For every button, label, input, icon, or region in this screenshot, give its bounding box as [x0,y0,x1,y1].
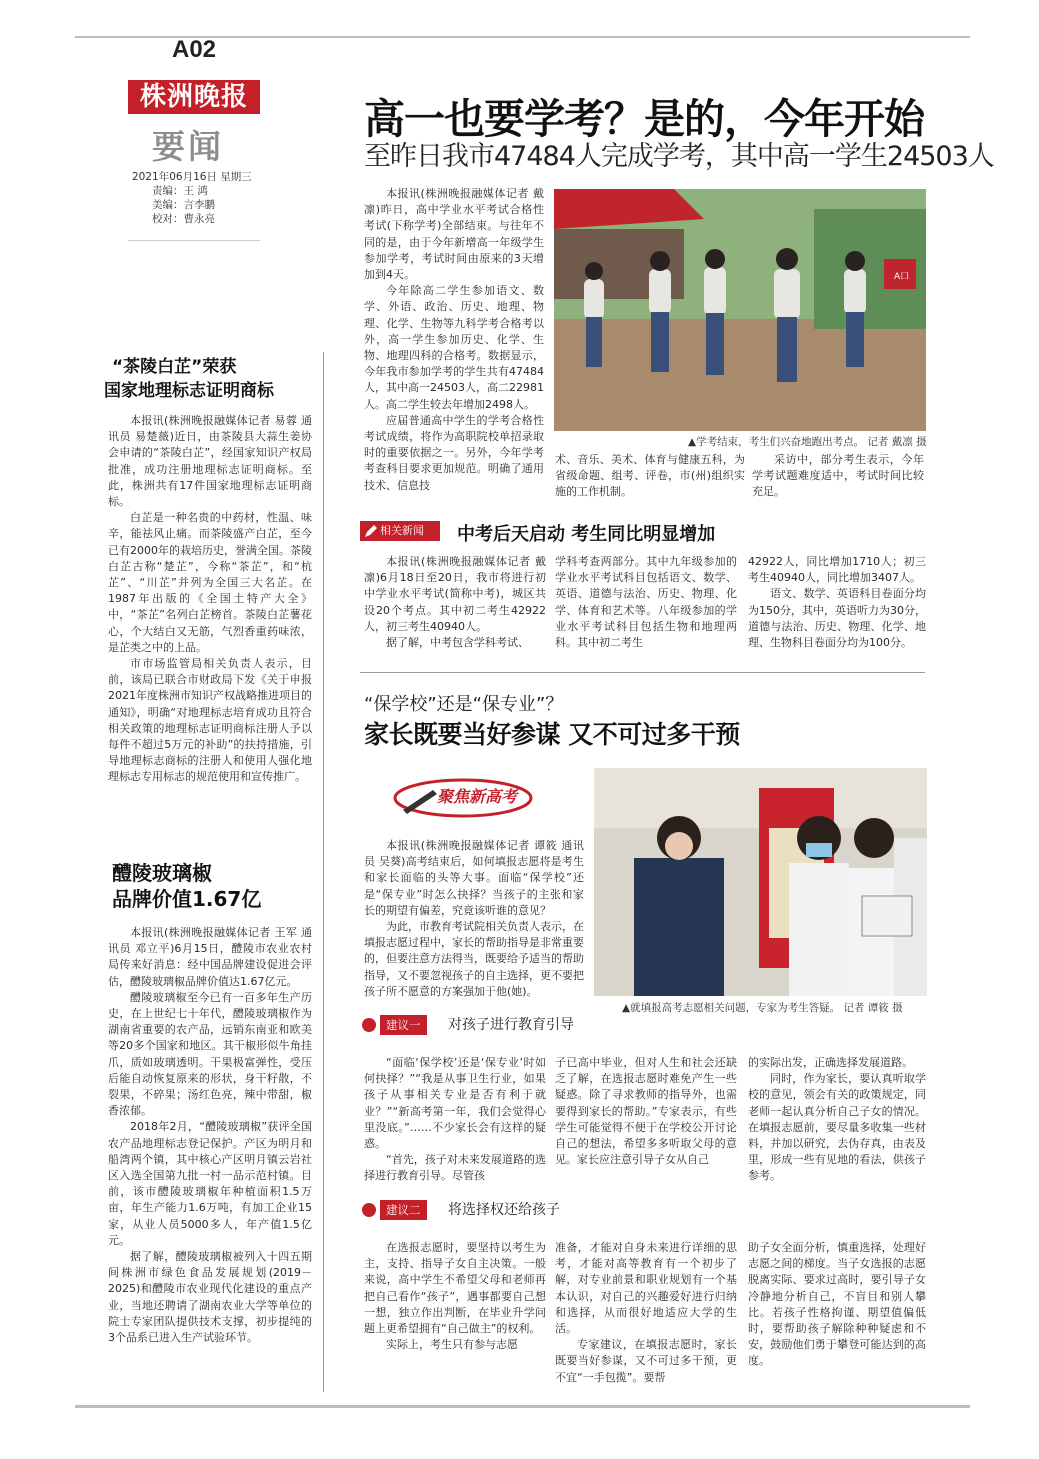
s1-para: 子已高中毕业，但对人生和社会还缺乏了解，在选报志愿时难免产生一些疑惑。除了寻求教师的指导外，也需要得到家长的帮助。”专家表示，有些学生可能觉得不便于在学校公开讨论自己的想法，希望多多听取父母的意见。家长应注意引导子女从自己 [555,1056,737,1167]
lead-photo-caption: ▲学考结束，考生们兴奋地跑出考点。 记者 戴凛 摄 [688,436,927,448]
s1-col1 [364,1055,546,1185]
lead-photo [554,189,926,431]
lead-col2 [555,452,745,501]
gaokao-para: 本报讯(株洲晚报融媒体记者 谭筱 通讯员 吴葵)高考结束后，如何填报志愿将是考生和家长面临的头等大事。面临“保学校”还是“保专业”时怎么抉择？当孩子的主张和家长的期望有偏差，究竟该听谁的意见？ [364,839,584,917]
consultation-illustration [594,768,927,996]
s2-para: 实际上，考生只有参与志愿 [386,1338,518,1352]
gaokao-para: 为此，市教育考试院相关负责人表示，在填报志愿过程中，家长的帮助指导是非常重要的，但要注意方法得当，既要给予适当的帮助指导，又不要忽视孩子的自主选择，更不要把孩子所不愿意的方案强加于他(她)。 [364,920,584,998]
editor-line: 责编：王 鸿 [152,185,208,197]
lead-col1 [364,186,544,494]
related-news-tag [360,521,440,541]
related-news-label: 相关新闻 [380,524,424,537]
lead-para: 本报讯(株洲晚报融媒体记者 戴凛)昨日，高中学业水平考试合格性考试(下称学考)全部结束。与往年不同的是，由于今年新增高一年级学生参加学考，考试时间由原来的3天增加到4天。 [364,187,544,282]
lead-para: 今年除高二学生参加语文、数学、外语、政治、历史、地理、物理、化学、生物等九科学考合格考以外，高一学生参加历史、化学、生物、地理四科的合格考。数据显示，今年我市参加学考的学生共有47484人，其中高一24503人，高二22981人。高二学生较去年增加2498人。 [364,284,544,411]
lead-headline: 高一也要学考？是的，今年开始 [364,95,924,143]
issue-date: 2021年06月16日 星期三 [132,171,252,183]
sidebar1-body [108,413,312,786]
related-col1 [364,554,546,651]
related-headline: 中考后天启动 考生同比明显增加 [457,524,716,545]
bottom-rule [75,1405,970,1408]
s1-col3 [748,1055,926,1185]
lead-col3 [752,452,924,501]
s1-para: “面临‘保学校’还是‘保专业’时如何抉择？”“我是从事卫生行业，如果孩子从事相关专业是否有利于就业？”“新高考第一年，我们会觉得心里没底。”……不少家长会有这样的疑惑。 [364,1056,546,1151]
sidebar1-headline-line1: “茶陵白芷”荣获 [112,357,237,377]
sidebar2-para: 本报讯(株洲晚报融媒体记者 王军 通讯员 邓立平)6月15日，醴陵市农业农村局传来好消息：经中国品牌建设促进会评估，醴陵玻璃椒品牌价值达1.67亿元。 [108,926,312,988]
gaokao-headline: 家长既要当好参谋 又不可过多干预 [364,720,740,749]
sidebar2-headline [112,860,261,912]
section-divider [360,672,925,673]
s1-para: “首先，孩子对未来发展道路的选择进行教育引导。尽管孩 [364,1153,546,1183]
photo-sign: A口 [894,272,910,282]
newspaper-logo: 株洲晚报 [128,80,260,114]
page-meta [132,170,252,226]
related-col3 [748,554,926,651]
sidebar1-para: 白芷是一种名贵的中药材，性温、味辛，能祛风止痛。而茶陵盛产白芷，至今已有2000年的栽培历史，誉满全国。茶陵白芷古称“楚芷”，今称“茶芷”，和“杭芷”、“川芷”并列为全国三大名芷。在1987年出版的《全国土特产大全》中，“茶芷”名列白芷榜首。茶陵白芷薯花心，个大结白又无筋，气烈香重药味浓，是芷类之中的上品。 [108,511,312,654]
meta-rule [128,240,260,241]
suggestion1-badge: 建议一 [380,1015,427,1035]
page-number: A02 [172,36,217,63]
lead-para: 采访中，部分考生表示，今年学考试题难度适中，考试时间比较充足。 [752,453,924,499]
s2-col2 [555,1240,737,1386]
bullet-icon [362,1018,376,1032]
lead-para: 应届普通高中学生的学考合格性考试成绩，将作为高职院校单招录取时的重要依据之一。另外，今年学考考查科目要求更加规范。明确了通用技术、信息技 [364,413,544,492]
related-col2 [555,554,737,651]
s2-para: 准备，才能对自身未来进行详细的思考，才能对高等教育有一个初步了解，对专业前景和职业规划有一个基本认识，对自己的兴趣爱好进行归纳和选择，从而很好地适应大学的生活。 [555,1241,737,1336]
sidebar1-headline-line2: 国家地理标志证明商标 [104,381,274,401]
lead-subheadline: 至昨日我市47484人完成学考，其中高一学生24503人 [364,141,994,172]
lead-para: 术、音乐、美术、体育与健康五科，为省级命题、组考、评卷，市(州)组织实施的工作机制。 [555,453,745,499]
related-para: 学科考查两部分。其中九年级参加的学业水平考试科目包括语文、数学、英语、道德与法治、历史、物理、化学、体育和艺术等。八年级参加的学业水平考试科目包括生物和地理两科。其中初二考生 [555,555,737,650]
s2-para: 助子女全面分析，慎重选择，处理好志愿之间的梯度。当子女选报的志愿脱离实际、要求过高时，要引导子女冷静地分析自己，不盲目和别人攀比。若孩子性格拘谨、期望值偏低时，要帮助孩子解除种种疑虑和不安，鼓励他们勇于攀登可能达到的高度。 [748,1241,926,1368]
sidebar2-body [108,925,312,1346]
column-divider [323,352,324,1392]
suggestion2-header [362,1200,662,1220]
sidebar1-headline [104,355,274,403]
sidebar2-headline-line2: 品牌价值1.67亿 [112,887,262,911]
suggestion1-header [362,1015,662,1035]
bullet-icon [362,1203,376,1217]
s2-col1 [364,1240,546,1353]
pencil-icon [364,524,378,545]
s1-col2 [555,1055,737,1168]
s1-para: 同时，作为家长，要认真听取学校的意见，领会有关的政策规定，同老师一起认真分析自己子女的情况。在填报志愿前，要尽量多收集一些材料，并加以研究，去伪存真，由表及里，形成一些有见地的看法，供孩子参考。 [748,1072,926,1183]
gaokao-photo-caption: ▲就填报高考志愿相关问题，专家为考生答疑。 记者 谭筱 摄 [622,1002,903,1014]
gaokao-photo [594,768,927,996]
related-para: 本报讯(株洲晚报融媒体记者 戴凛)6月18日至20日，我市将进行初中学业水平考试(简称中考)，城区共设20个考点。其中初二考生42922人，初三考生40940人。 [364,555,546,633]
sidebar1-para: 市市场监管局相关负责人表示，目前，该局已联合市财政局下发《关于申报2021年度株洲市知识产权战略推进项目的通知》，明确“对地理标志培育成功且符合相关政策的地理标志证明商标注册人予以每件不超过5万元的补助”的扶持措施，引导地理标志商标的注册人和使用人强化地理标志专用标志的规范使用和宣传推广。 [108,657,312,784]
s1-para: 的实际出发，正确选择发展道路。 [748,1056,913,1069]
section-title: 要闻 [152,127,224,166]
proofreader-line: 校对：曹永亮 [152,213,215,225]
focus-gaokao-logo [393,770,563,822]
s2-para: 专家建议，在填报志愿时，家长既要当好参谋，又不可过多干预，更不宜“一手包揽”。要帮 [555,1338,737,1384]
sidebar1-para: 本报讯(株洲晚报融媒体记者 易蓉 通讯员 易楚薇)近日，由茶陵县大蒜生姜协会申请的“茶陵白芷”，经国家知识产权局批准，成功注册地理标志证明商标。至此，株洲共有17件国家地理标志证明商标。 [108,414,312,509]
gaokao-intro [364,838,584,1000]
sidebar2-headline-line1: 醴陵玻璃椒 [112,861,212,885]
logo-text: 聚焦新高考 [437,787,518,806]
related-para: 据了解，中考包含学科考试、 [386,636,529,650]
suggestion2-badge: 建议二 [380,1200,427,1220]
suggestion1-title: 对孩子进行教育引导 [448,1017,574,1033]
related-para: 语文、数学、英语科目卷面分均为150分，其中，英语听力为30分，道德与法治、历史、物理、化学、地理、生物科目卷面分均为100分。 [748,587,926,650]
sidebar2-para: 据了解，醴陵玻璃椒被列入十四五期间株洲市绿色食品发展规划(2019－2025)和醴陵市农业现代化建设的重点产业，当地还聘请了湖南农业大学等单位的院士专家团队提供技术支撑，初步提纯的3个品系已进入生产试验环节。 [108,1250,312,1345]
students-running-illustration [554,189,926,431]
sidebar2-para: 醴陵玻璃椒至今已有一百多年生产历史，在上世纪七十年代，醴陵玻璃椒作为湖南省重要的农产品，远销东南亚和欧美等20多个国家和地区。其干椒形似牛角挂爪，质如玻璃透明。干果极富弹性，受压后能自动恢复原来的形状，身干籽散，不裂果，不碎果；汤红色亮，辣中带甜，椒香浓郁。 [108,990,312,1118]
sidebar2-para: 2018年2月，“醴陵玻璃椒”获评全国农产品地理标志登记保护。产区为明月和船湾两个镇，其中核心产区明月镇云岩社区入选全国第九批一村一品示范村镇。目前，该市醴陵玻璃椒年种植面积1.5万亩，年生产能力1.6万吨，有加工企业15家，从业人员5000多人，年产值1.5亿元。 [108,1120,312,1247]
suggestion2-title: 将选择权还给孩子 [448,1202,560,1218]
s2-col3 [748,1240,926,1370]
gaokao-kicker: “保学校”还是“保专业”？ [364,694,564,715]
designer-line: 美编：言李鹏 [152,199,215,211]
related-para: 42922人，同比增加1710人；初三考生40940人，同比增加3407人。 [748,555,926,585]
s2-para: 在选报志愿时，要坚持以考生为主，支持、指导子女自主决策。一般来说，高中学生不希望父母和老师再把自己看作“孩子”，遇事都要自己想一想，独立作出判断，在毕业升学问题上更希望拥有“自己做主”的权利。 [364,1241,546,1336]
